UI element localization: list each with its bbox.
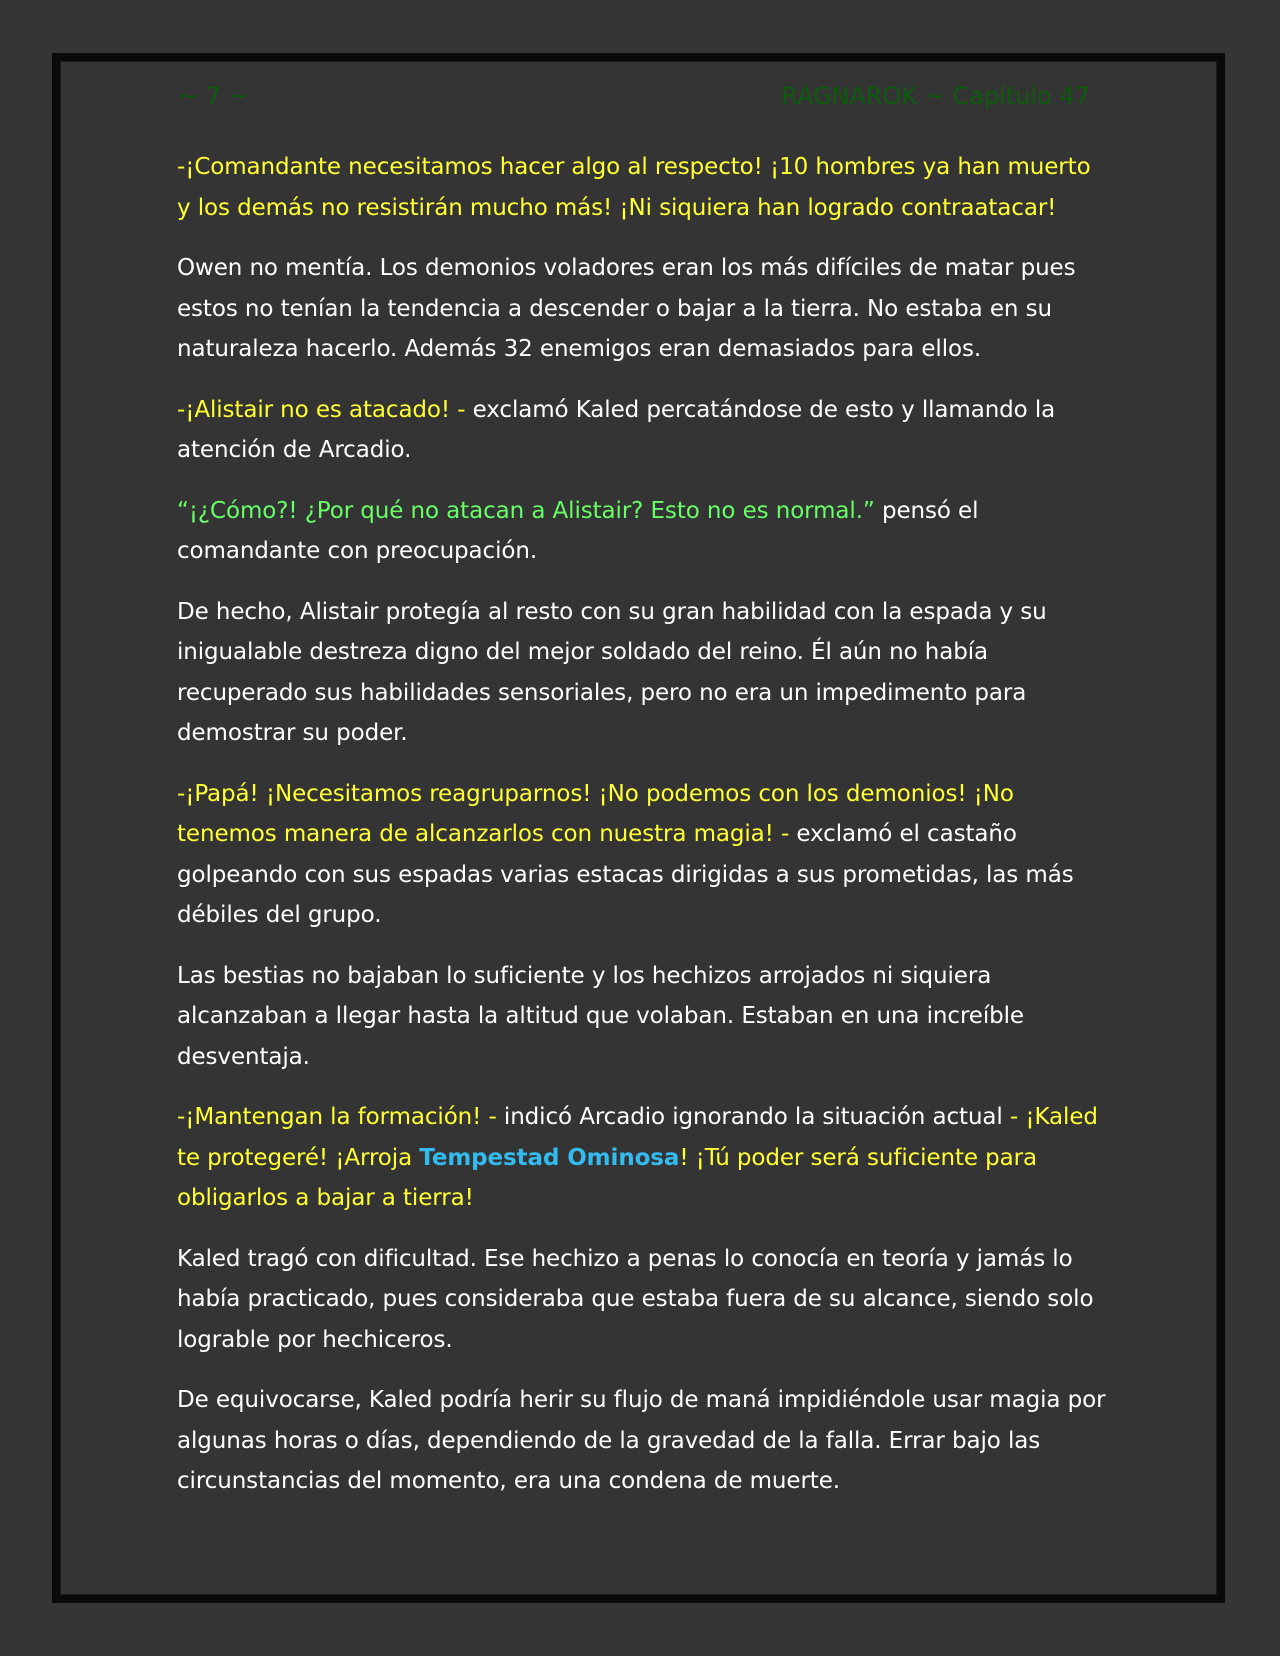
narration-text: Las bestias no bajaban lo suficiente y los hechizos arrojados ni siquiera alcanzaban a llegar hasta la altitud que volaban. Estaban en una increíble desventaja. xyxy=(177,962,1024,1070)
paragraph-1 xyxy=(177,147,1107,228)
dialogue-text: - ¡Kaled te protegeré! ¡Arroja xyxy=(177,1104,1098,1171)
chapter-text xyxy=(177,147,1107,1522)
paragraph-3 xyxy=(177,390,1107,471)
spell-name: Tempestad Ominosa xyxy=(419,1144,680,1171)
page-header xyxy=(178,78,1090,114)
narration-text: De hecho, Alistair protegía al resto con su gran habilidad con la espada y su inigualable destreza digno del mejor soldado del reino. Él aún no había recuperado sus habilidades sensoriales, pero no era un impedimento para demostrar su poder. xyxy=(177,598,1047,746)
dialogue-text: -¡Papá! ¡Necesitamos reagruparnos! ¡No podemos con los demonios! ¡No tenemos manera de alcanzarlos con nuestra magia! - xyxy=(177,780,1014,847)
narration-text: Owen no mentía. Los demonios voladores eran los más difíciles de matar pues estos no tenían la tendencia a descender o bajar a la tierra. No estaba en su naturaleza hacerlo. Además 32 enemigos eran demasiados para ellos. xyxy=(177,255,1076,362)
paragraph-8 xyxy=(177,1097,1107,1219)
dialogue-text: -¡Comandante necesitamos hacer algo al respecto! ¡10 hombres ya han muerto y los demás no resistirán mucho más! ¡Ni siquiera han logrado contraatacar! xyxy=(177,154,1091,221)
dialogue-text: -¡Alistair no es atacado! - xyxy=(177,396,473,423)
page-number: ~ 7 ~ xyxy=(178,82,249,110)
dialogue-text: -¡Mantengan la formación! - xyxy=(177,1104,504,1130)
paragraph-9 xyxy=(177,1239,1107,1361)
dialogue-text: ! ¡Tú poder será suficiente para obligarlos a bajar a tierra! xyxy=(177,1144,1038,1211)
paragraph-7 xyxy=(177,956,1107,1078)
thought-text: “¡¿Cómo?! ¿Por qué no atacan a Alistair? Esto no es normal.” xyxy=(177,497,875,524)
narration-text: indicó Arcadio ignorando la situación actual xyxy=(503,1104,1003,1130)
paragraph-10 xyxy=(177,1380,1107,1502)
book-title: RAGNAROK ~ Capítulo 47 xyxy=(781,82,1090,110)
paragraph-2 xyxy=(177,248,1107,370)
narration-text: Kaled tragó con dificultad. Ese hechizo a penas lo conocía en teoría y jamás lo había practicado, pues consideraba que estaba fuera de su alcance, siendo solo lograble por hechiceros. xyxy=(177,1245,1094,1353)
narration-text: De equivocarse, Kaled podría herir su flujo de maná impidiéndole usar magia por algunas horas o días, dependiendo de la gravedad de la falla. Errar bajo las circunstancias del momento, era una condena de muerte. xyxy=(177,1387,1106,1494)
narration-text: pensó el comandante con preocupación. xyxy=(177,497,979,564)
narration-text: exclamó Kaled percatándose de esto y llamando la atención de Arcadio. xyxy=(177,396,1056,463)
narration-text: exclamó el castaño golpeando con sus espadas varias estacas dirigidas a sus prometidas, las más débiles del grupo. xyxy=(177,821,1074,928)
paragraph-6 xyxy=(177,774,1107,936)
paragraph-4 xyxy=(177,491,1107,572)
paragraph-5 xyxy=(177,592,1107,754)
